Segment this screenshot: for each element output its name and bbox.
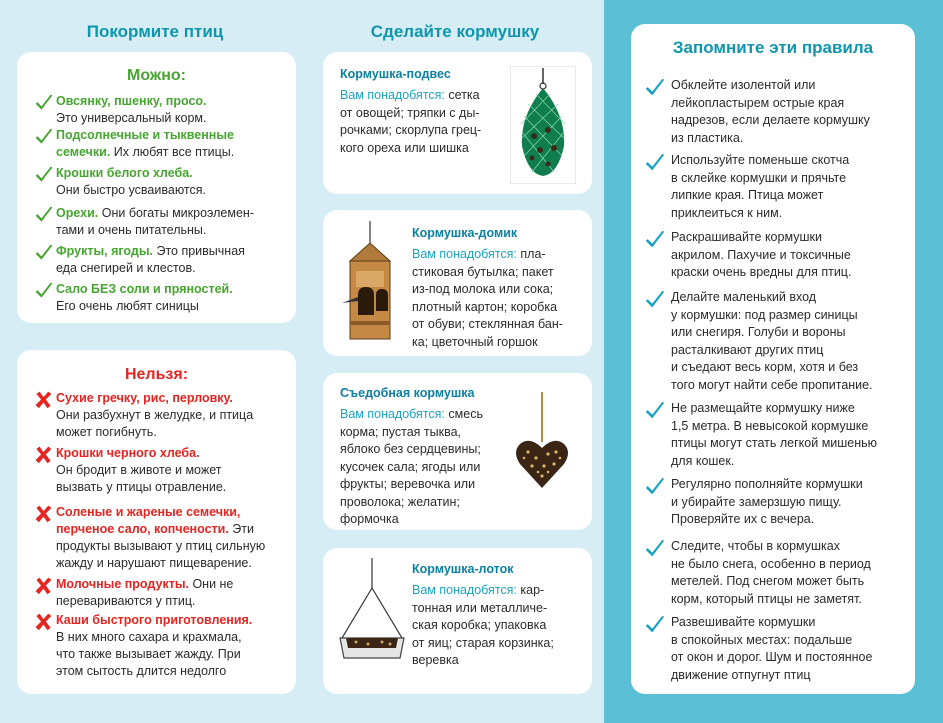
feeder-4-text: Вам понадобятся: кар- тонная или металличе- ская коробка; упаковка от яиц; старая корзинка; веревка <box>412 583 554 667</box>
red-cross-icon <box>34 445 54 465</box>
red-cross-icon <box>34 576 54 596</box>
green-check-icon <box>34 243 54 263</box>
house-feeder-icon <box>336 221 404 343</box>
red-cross-icon <box>34 612 54 632</box>
cannot-title: Нельзя: <box>124 366 189 383</box>
green-check-icon <box>34 281 54 301</box>
green-check-icon <box>34 93 54 113</box>
green-check-icon <box>34 205 54 225</box>
blue-check-icon <box>644 614 666 636</box>
feeder-2-text: Вам понадобятся: пла- стиковая бутылка; пакет из-под молока или сока; плотный картон; коробка от обуви; стеклянная бан- ка; цветочный горшок <box>412 247 563 349</box>
hanging-net-feeder-icon <box>510 66 576 184</box>
blue-check-icon <box>644 538 666 560</box>
feeder-3-text: Вам понадобятся: смесь корма; пустая тыква, яблоко без сердцевины; кусочек сала; ягоды или фрукты; веревочка или проволока; желатин; формочка <box>340 407 483 526</box>
blue-check-icon <box>644 476 666 498</box>
make-feeder-title: Сделайте кормушку <box>370 22 540 41</box>
green-check-icon <box>34 127 54 147</box>
green-check-icon <box>34 165 54 185</box>
feed-birds-title: Покормите птиц <box>86 22 224 41</box>
red-cross-icon <box>34 390 54 410</box>
blue-check-icon <box>644 229 666 251</box>
red-cross-icon <box>34 504 54 524</box>
rules-title: Запомните эти правила <box>672 38 874 57</box>
can-title: Можно: <box>127 67 186 84</box>
blue-check-icon <box>644 400 666 422</box>
feeder-1-text: Вам понадобятся: сетка от овощей; тряпки с ды- рочками; скорлупа грец- кого ореха или шишка <box>340 88 482 155</box>
blue-check-icon <box>644 152 666 174</box>
blue-check-icon <box>644 289 666 311</box>
blue-check-icon <box>644 77 666 99</box>
feeder-2-title: Кормушка-домик <box>412 226 518 240</box>
feeder-3-title: Съедобная кормушка <box>340 386 475 400</box>
tray-feeder-icon <box>336 558 408 668</box>
feeder-1-title: Кормушка-подвес <box>340 67 451 81</box>
feeder-4-title: Кормушка-лоток <box>412 562 514 576</box>
edible-heart-feeder-icon <box>514 392 570 492</box>
